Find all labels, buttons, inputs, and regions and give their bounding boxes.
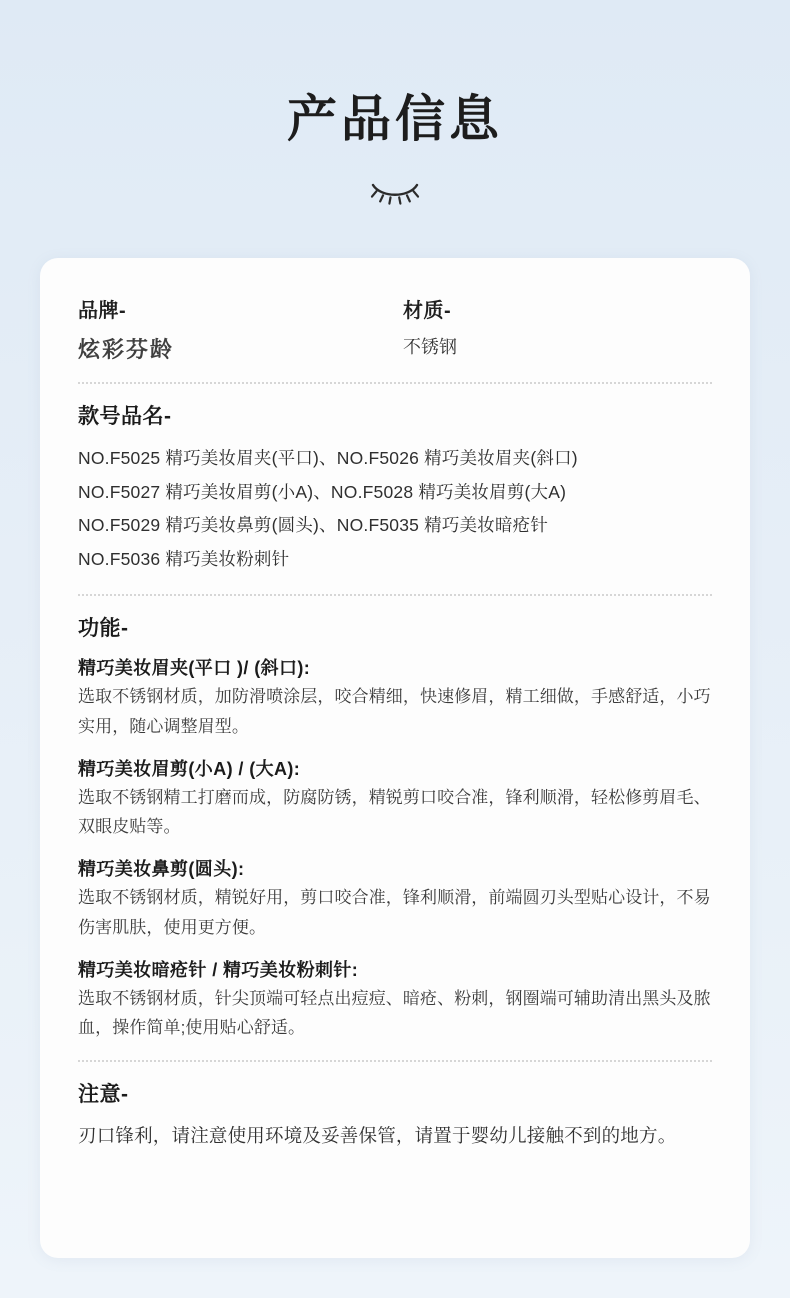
brand-label: 品牌- [78, 300, 127, 322]
product-info-card [40, 258, 750, 1258]
models-label: 款号品名- [78, 405, 172, 428]
divider [78, 1060, 712, 1062]
functions-section [78, 612, 712, 1042]
page-title: 产品信息 [287, 91, 503, 147]
list-item [78, 755, 712, 841]
brand-material-section [78, 294, 712, 364]
function-body: 选取不锈钢材质，精锐好用，剪口咬合准，锋利顺滑，前端圆刃头型贴心设计，不易伤害肌肤，使用更方便。 [78, 888, 711, 937]
models-list [78, 442, 712, 576]
notice-body: 刃口锋利，请注意使用环境及妥善保管，请置于婴幼儿接触不到的地方。 [78, 1125, 677, 1147]
list-item: NO.F5025 精巧美妆眉夹(平口)、NO.F5026 精巧美妆眉夹(斜口) [78, 448, 578, 468]
function-body: 选取不锈钢精工打磨而成，防腐防锈，精锐剪口咬合准，锋利顺滑，轻松修剪眉毛、双眼皮贴等。 [78, 787, 711, 837]
function-title: 精巧美妆暗疮针 / 精巧美妆粉刺针: [78, 959, 359, 980]
divider [78, 382, 712, 384]
divider [78, 594, 712, 596]
notice-section [78, 1078, 712, 1152]
functions-label: 功能- [78, 617, 129, 641]
function-title: 精巧美妆鼻剪(圆头): [78, 859, 245, 880]
list-item [78, 654, 712, 740]
brand-block [78, 294, 403, 364]
brand-value: 炫彩芬龄 [78, 337, 175, 362]
material-block [403, 294, 712, 363]
list-item [78, 855, 712, 941]
function-title: 精巧美妆眉剪(小A) / (大A): [78, 758, 301, 779]
material-label: 材质- [403, 300, 452, 322]
list-item: NO.F5029 精巧美妆鼻剪(圆头)、NO.F5035 精巧美妆暗疮针 [78, 515, 549, 536]
list-item: NO.F5027 精巧美妆眉剪(小A)、NO.F5028 精巧美妆眉剪(大A) [78, 481, 567, 502]
list-item: NO.F5036 精巧美妆粉刺针 [78, 548, 290, 569]
function-title: 精巧美妆眉夹(平口 )/ (斜口): [78, 658, 311, 679]
function-body: 选取不锈钢材质，针尖顶端可轻点出痘痘、暗疮、粉刺，钢圈端可辅助清出黑头及脓血，操作简单;使用贴心舒适。 [78, 988, 711, 1038]
models-section [78, 400, 712, 576]
page-header [0, 0, 790, 209]
notice-label: 注意- [78, 1083, 129, 1107]
list-item [78, 956, 712, 1042]
function-body: 选取不锈钢材质，加防滑喷涂层，咬合精细，快速修眉，精工细做，手感舒适，小巧实用，随心调整眉型。 [78, 687, 711, 736]
material-value: 不锈钢 [403, 337, 457, 357]
eyelash-icon [0, 175, 790, 209]
